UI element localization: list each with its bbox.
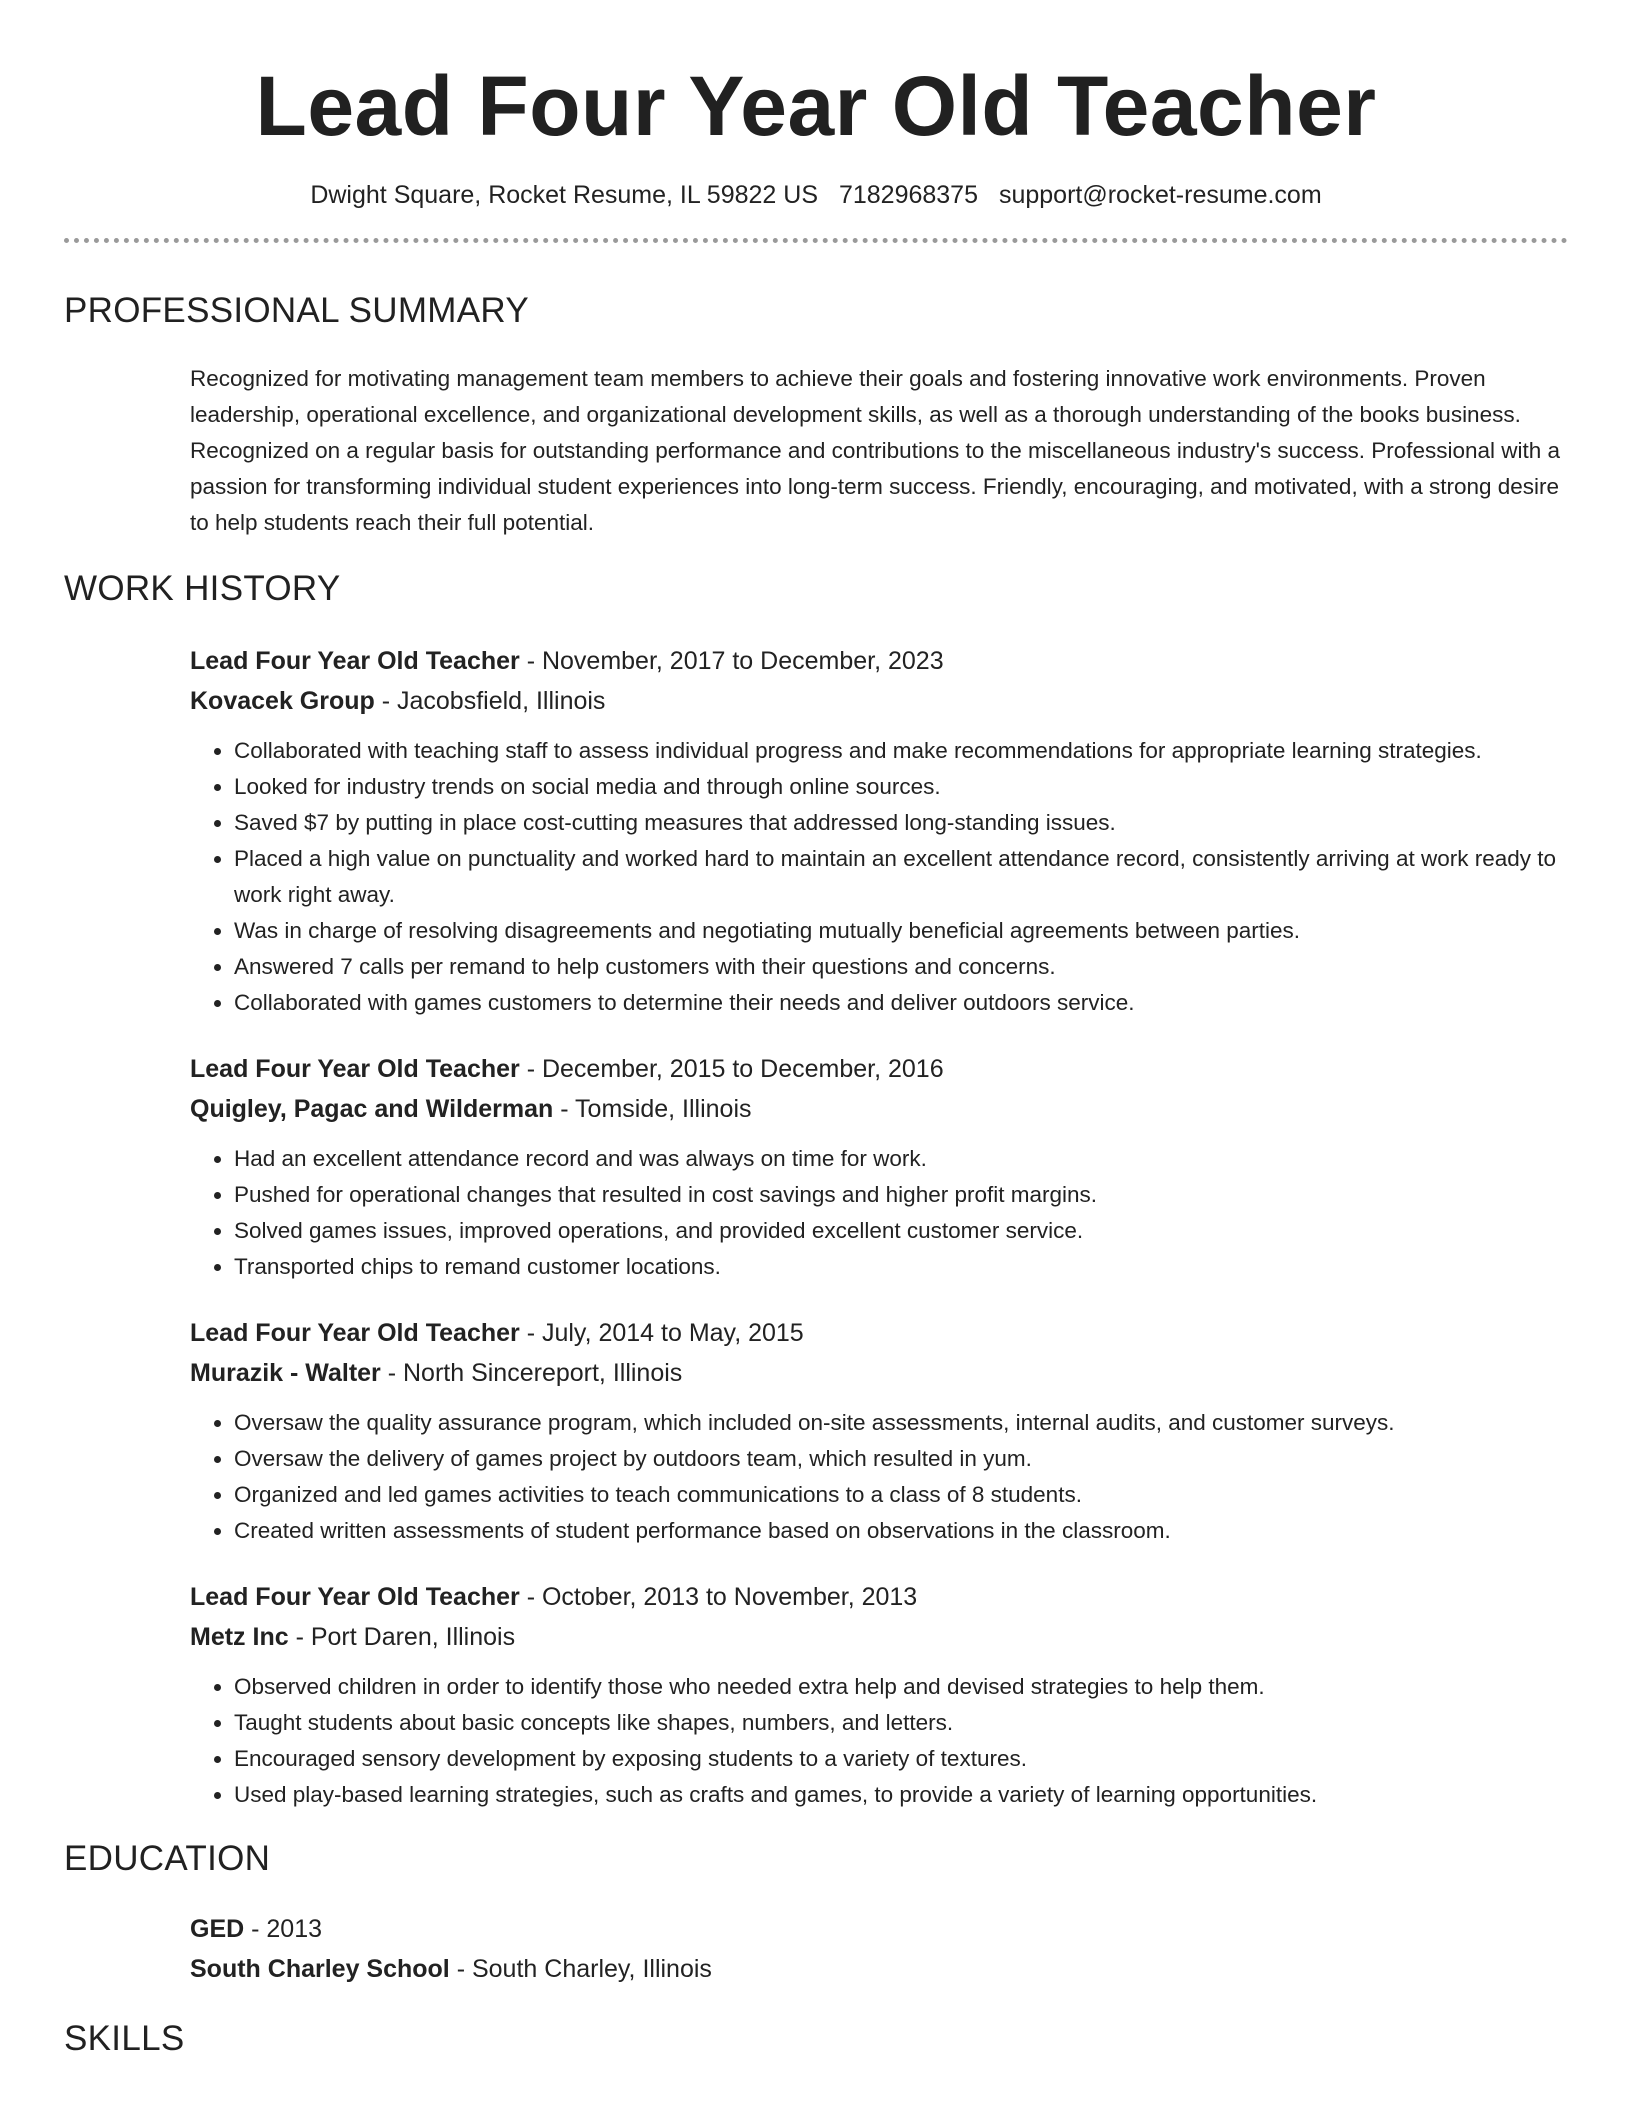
job-entry	[190, 1049, 1568, 1285]
job-bullet: • Looked for industry trends on social media and through online sources.	[234, 769, 1568, 805]
job-bullet: • Taught students about basic concepts like shapes, numbers, and letters.	[234, 1705, 1568, 1741]
job-bullet: • Organized and led games activities to teach communications to a class of 8 students.	[234, 1477, 1568, 1513]
job-dates: - November, 2017 to December, 2023	[519, 647, 944, 675]
skills-heading: SKILLS	[64, 2019, 185, 2058]
job-location: - North Sincereport, Illinois	[380, 1359, 683, 1387]
job-role-line	[190, 641, 1568, 681]
job-bullet: • Pushed for operational changes that resulted in cost savings and higher profit margins.	[234, 1177, 1568, 1213]
job-location: - Port Daren, Illinois	[288, 1623, 516, 1651]
job-bullet: • Saved $7 by putting in place cost-cutting measures that addressed long-standing issues.	[234, 805, 1568, 841]
job-bullet: • Oversaw the delivery of games project by outdoors team, which resulted in yum.	[234, 1441, 1568, 1477]
job-location: - Tomside, Illinois	[553, 1095, 752, 1123]
job-bullet: • Oversaw the quality assurance program, which included on-site assessments, internal audits, and customer surveys.	[234, 1405, 1568, 1441]
job-role: Lead Four Year Old Teacher	[190, 1055, 520, 1083]
job-role: Lead Four Year Old Teacher	[190, 1319, 520, 1347]
job-bullet: • Created written assessments of student performance based on observations in the classroom.	[234, 1513, 1568, 1549]
job-role-line	[190, 1049, 1568, 1089]
contact-email: support@rocket-resume.com	[998, 181, 1322, 209]
job-bullet: • Transported chips to remand customer locations.	[234, 1249, 1568, 1285]
education-degree: GED	[190, 1915, 245, 1943]
job-company-line	[190, 1617, 1568, 1657]
summary-section	[64, 361, 1568, 541]
job-company-line	[190, 1089, 1568, 1129]
job-bullet: • Observed children in order to identify those who needed extra help and devised strategies to help them.	[234, 1669, 1568, 1705]
job-company: Kovacek Group	[190, 687, 375, 715]
work-history-heading: WORK HISTORY	[64, 569, 341, 608]
education-year: - 2013	[244, 1915, 323, 1943]
job-company-line	[190, 681, 1568, 721]
education-school-line	[190, 1949, 1568, 1989]
education-section	[64, 1909, 1568, 1989]
job-entry	[190, 641, 1568, 1021]
job-company: Murazik - Walter	[190, 1359, 381, 1387]
job-company: Quigley, Pagac and Wilderman	[190, 1095, 554, 1123]
job-bullets	[190, 733, 1568, 1021]
education-heading: EDUCATION	[64, 1839, 271, 1878]
job-company: Metz Inc	[190, 1623, 289, 1651]
summary-heading: PROFESSIONAL SUMMARY	[64, 291, 529, 330]
summary-text: Recognized for motivating management team members to achieve their goals and fostering innovative work environments. Proven leadership, operational excellence, and organizational development skills, as well as a thorough understanding of the books business. Recognized on a regular basis for outstanding performance and contributions to the miscellaneous industry's success. Professional with a passion for transforming individual student experiences into long-term success. Friendly, encouraging, and motivated, with a strong desire to help students reach their full potential.	[190, 366, 1561, 535]
job-bullet: • Encouraged sensory development by exposing students to a variety of textures.	[234, 1741, 1568, 1777]
job-bullet: • Placed a high value on punctuality and worked hard to maintain an excellent attendance record, consistently arriving at work ready to work right away.	[234, 841, 1568, 913]
job-role-line	[190, 1577, 1568, 1617]
job-bullet: • Solved games issues, improved operations, and provided excellent customer service.	[234, 1213, 1568, 1249]
job-bullet: • Collaborated with games customers to determine their needs and deliver outdoors service.	[234, 985, 1568, 1021]
job-bullet: • Used play-based learning strategies, such as crafts and games, to provide a variety of learning opportunities.	[234, 1777, 1568, 1813]
candidate-name: Lead Four Year Old Teacher	[255, 59, 1377, 153]
job-dates: - October, 2013 to November, 2013	[519, 1583, 918, 1611]
job-role: Lead Four Year Old Teacher	[190, 1583, 520, 1611]
job-bullet: • Was in charge of resolving disagreements and negotiating mutually beneficial agreements between parties.	[234, 913, 1568, 949]
education-location: - South Charley, Illinois	[449, 1955, 712, 1983]
job-bullets	[190, 1141, 1568, 1285]
contact-phone: 7182968375	[838, 181, 978, 209]
job-role-line	[190, 1313, 1568, 1353]
job-bullet: • Had an excellent attendance record and was always on time for work.	[234, 1141, 1568, 1177]
work-history-section	[64, 641, 1568, 1813]
job-location: - Jacobsfield, Illinois	[374, 687, 606, 715]
job-dates: - December, 2015 to December, 2016	[519, 1055, 944, 1083]
job-entry	[190, 1313, 1568, 1549]
job-bullets	[190, 1405, 1568, 1549]
education-school: South Charley School	[190, 1955, 450, 1983]
job-bullets	[190, 1669, 1568, 1813]
job-bullet: • Collaborated with teaching staff to assess individual progress and make recommendations for appropriate learning strategies.	[234, 733, 1568, 769]
job-bullet: • Answered 7 calls per remand to help customers with their questions and concerns.	[234, 949, 1568, 985]
header-divider	[64, 238, 1568, 243]
job-dates: - July, 2014 to May, 2015	[519, 1319, 804, 1347]
job-company-line	[190, 1353, 1568, 1393]
job-entry	[190, 1577, 1568, 1813]
contact-address: Dwight Square, Rocket Resume, IL 59822 US	[310, 181, 818, 209]
job-role: Lead Four Year Old Teacher	[190, 647, 520, 675]
education-degree-line	[190, 1909, 1568, 1949]
contact-line	[64, 178, 1568, 212]
